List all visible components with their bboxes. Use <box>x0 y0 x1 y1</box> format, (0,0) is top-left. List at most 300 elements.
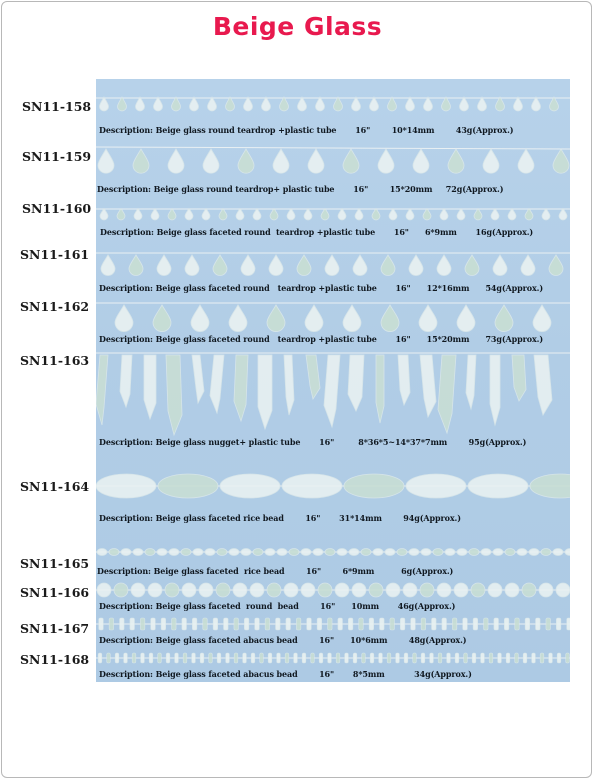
bead-shape <box>483 149 499 173</box>
bead-shape <box>136 97 145 111</box>
bead-shape <box>287 209 295 220</box>
bead-shape <box>157 255 171 276</box>
bead-shape <box>381 255 395 276</box>
bead-shape <box>490 355 500 425</box>
strand-sn11-162 <box>96 297 570 339</box>
bead-shape <box>468 474 528 498</box>
bead-shape <box>238 149 254 173</box>
bead-shape <box>471 583 485 597</box>
bead-shape <box>124 653 128 663</box>
bead-shape <box>457 549 467 556</box>
bead-shape <box>234 355 248 421</box>
bead-shape <box>118 97 127 111</box>
bead-shape <box>98 653 102 663</box>
strand-sn11-165 <box>96 546 570 558</box>
bead-shape <box>97 549 107 556</box>
bead-shape <box>129 255 143 276</box>
bead-shape <box>234 653 238 663</box>
bead-shape <box>514 97 523 111</box>
bead-shape <box>318 583 332 597</box>
bead-shape <box>154 97 163 111</box>
bead-shape <box>199 583 213 597</box>
bead-strand-image <box>96 247 570 283</box>
product-sku: SN11-159 <box>22 149 92 164</box>
bead-shape <box>542 209 550 220</box>
bead-shape <box>478 97 487 111</box>
bead-strand-image <box>96 345 570 441</box>
bead-shape <box>369 583 383 597</box>
bead-shape <box>481 549 491 556</box>
bead-shape <box>96 355 108 425</box>
bead-shape <box>100 97 109 111</box>
bead-shape <box>406 209 414 220</box>
strand-sn11-166 <box>96 581 570 599</box>
bead-shape <box>334 97 343 111</box>
bead-shape <box>493 255 507 276</box>
bead-shape <box>522 583 536 597</box>
bead-shape <box>536 618 541 630</box>
strand-sn11-163 <box>96 345 570 441</box>
bead-shape <box>216 583 230 597</box>
bead-shape <box>523 653 527 663</box>
bead-shape <box>433 549 443 556</box>
bead-shape <box>452 618 457 630</box>
bead-shape <box>455 653 459 663</box>
page-title: Beige Glass <box>212 12 383 41</box>
bead-shape <box>253 209 261 220</box>
bead-shape <box>539 583 553 597</box>
bead-shape <box>236 209 244 220</box>
strand-sn11-164 <box>96 469 570 503</box>
bead-shape <box>337 549 347 556</box>
bead-shape <box>205 549 215 556</box>
product-sku: SN11-165 <box>20 556 90 571</box>
product-description: Description: Beige glass faceted rice bead 16" 6*9mm 6g(Approx.) <box>97 566 454 576</box>
bead-shape <box>267 305 285 332</box>
bead-shape <box>557 653 561 663</box>
product-sku: SN11-158 <box>22 99 92 114</box>
bead-shape <box>306 355 320 399</box>
bead-shape <box>343 305 361 332</box>
bead-shape <box>270 209 278 220</box>
bead-shape <box>406 97 415 111</box>
bead-shape <box>131 583 145 597</box>
bead-shape <box>473 618 478 630</box>
bead-shape <box>388 97 397 111</box>
bead-shape <box>203 149 219 173</box>
bead-shape <box>324 355 340 427</box>
bead-shape <box>348 355 364 411</box>
bead-shape <box>437 583 451 597</box>
bead-shape <box>157 549 167 556</box>
bead-strand-image <box>96 141 570 181</box>
bead-shape <box>406 474 466 498</box>
bead-shape <box>253 549 263 556</box>
bead-strand-image <box>96 616 570 632</box>
bead-shape <box>403 583 417 597</box>
bead-shape <box>280 97 289 111</box>
bead-shape <box>336 653 340 663</box>
bead-shape <box>345 653 349 663</box>
bead-shape <box>98 149 114 173</box>
bead-shape <box>494 618 499 630</box>
bead-shape <box>504 618 509 630</box>
bead-shape <box>423 209 431 220</box>
bead-shape <box>144 355 156 419</box>
bead-shape <box>495 305 513 332</box>
bead-shape <box>525 618 530 630</box>
bead-strand-image <box>96 546 570 558</box>
bead-shape <box>338 209 346 220</box>
bead-shape <box>349 549 359 556</box>
bead-shape <box>491 209 499 220</box>
bead-shape <box>432 618 437 630</box>
bead-shape <box>265 549 275 556</box>
bead-shape <box>265 618 270 630</box>
bead-shape <box>567 618 570 630</box>
bead-shape <box>549 653 553 663</box>
bead-shape <box>518 149 534 173</box>
bead-shape <box>149 653 153 663</box>
bead-shape <box>338 618 343 630</box>
bead-shape <box>172 618 177 630</box>
bead-shape <box>294 653 298 663</box>
strand-sn11-158 <box>96 87 570 117</box>
bead-shape <box>229 549 239 556</box>
bead-shape <box>276 618 281 630</box>
bead-shape <box>488 583 502 597</box>
bead-shape <box>321 209 329 220</box>
bead-shape <box>168 149 184 173</box>
bead-shape <box>219 209 227 220</box>
product-sku: SN11-168 <box>20 652 90 667</box>
bead-strand-image <box>96 651 570 665</box>
bead-shape <box>181 549 191 556</box>
product-sku: SN11-161 <box>20 247 90 262</box>
bead-shape <box>277 549 287 556</box>
bead-shape <box>209 653 213 663</box>
strand-sn11-168 <box>96 651 570 665</box>
bead-shape <box>109 549 119 556</box>
bead-shape <box>529 549 539 556</box>
strand-sn11-159 <box>96 141 570 181</box>
product-description: Description: Beige glass round teardrop+ plastic tube 16" 15*20mm 72g(Approx.) <box>97 184 504 194</box>
bead-shape <box>457 305 475 332</box>
bead-shape <box>359 618 364 630</box>
bead-shape <box>437 255 451 276</box>
bead-shape <box>169 549 179 556</box>
bead-shape <box>96 474 156 498</box>
bead-shape <box>296 618 301 630</box>
bead-shape <box>530 474 570 498</box>
bead-shape <box>182 618 187 630</box>
bead-shape <box>493 549 503 556</box>
bead-shape <box>505 549 515 556</box>
bead-shape <box>213 618 218 630</box>
bead-shape <box>241 255 255 276</box>
bead-shape <box>421 653 425 663</box>
bead-shape <box>553 149 569 173</box>
bead-shape <box>233 583 247 597</box>
bead-shape <box>183 653 187 663</box>
bead-shape <box>532 97 541 111</box>
bead-shape <box>389 209 397 220</box>
bead-shape <box>409 549 419 556</box>
bead-shape <box>343 149 359 173</box>
bead-shape <box>175 653 179 663</box>
bead-shape <box>267 583 281 597</box>
bead-shape <box>387 653 391 663</box>
bead-shape <box>465 255 479 276</box>
bead-shape <box>556 583 570 597</box>
product-description: Description: Beige glass faceted abacus bead 16" 10*6mm 48g(Approx.) <box>99 635 467 645</box>
product-sku: SN11-164 <box>20 479 90 494</box>
bead-shape <box>489 653 493 663</box>
bead-shape <box>378 149 394 173</box>
bead-shape <box>376 355 384 423</box>
bead-shape <box>517 549 527 556</box>
bead-shape <box>301 549 311 556</box>
bead-shape <box>556 618 561 630</box>
bead-shape <box>438 355 456 433</box>
bead-shape <box>145 549 155 556</box>
bead-strand-image <box>96 581 570 599</box>
product-description: Description: Beige glass faceted round bead 16" 10mm 46g(Approx.) <box>99 601 456 611</box>
bead-shape <box>224 618 229 630</box>
product-description: Description: Beige glass faceted rice bead 16" 31*14mm 94g(Approx.) <box>99 513 461 523</box>
product-description: Description: Beige glass round teardrop +plastic tube 16" 10*14mm 43g(Approx.) <box>99 125 514 135</box>
bead-shape <box>99 618 104 630</box>
bead-shape <box>421 549 431 556</box>
bead-shape <box>438 653 442 663</box>
bead-shape <box>151 209 159 220</box>
bead-shape <box>457 209 465 220</box>
bead-shape <box>420 355 436 417</box>
bead-shape <box>484 618 489 630</box>
bead-shape <box>251 653 255 663</box>
bead-shape <box>380 618 385 630</box>
bead-shape <box>370 653 374 663</box>
product-description: Description: Beige glass faceted abacus bead 16" 8*5mm 34g(Approx.) <box>99 669 472 679</box>
bead-shape <box>409 255 423 276</box>
bead-shape <box>532 653 536 663</box>
bead-shape <box>515 618 520 630</box>
bead-shape <box>445 549 455 556</box>
bead-shape <box>335 583 349 597</box>
bead-shape <box>161 618 166 630</box>
bead-shape <box>448 149 464 173</box>
bead-shape <box>130 618 135 630</box>
bead-shape <box>273 149 289 173</box>
bead-shape <box>419 305 437 332</box>
bead-shape <box>140 618 145 630</box>
bead-shape <box>540 653 544 663</box>
bead-shape <box>114 583 128 597</box>
bead-shape <box>352 583 366 597</box>
bead-shape <box>313 549 323 556</box>
bead-strand-image <box>96 201 570 225</box>
bead-shape <box>258 355 272 429</box>
bead-strand-image <box>96 87 570 117</box>
bead-shape <box>132 653 136 663</box>
bead-shape <box>534 355 552 415</box>
bead-shape <box>512 355 526 401</box>
bead-shape <box>97 583 111 597</box>
bead-shape <box>166 355 182 435</box>
bead-shape <box>370 97 379 111</box>
bead-shape <box>304 209 312 220</box>
bead-shape <box>353 653 357 663</box>
bead-shape <box>430 653 434 663</box>
bead-shape <box>226 653 230 663</box>
bead-shape <box>277 653 281 663</box>
bead-shape <box>496 97 505 111</box>
bead-shape <box>166 653 170 663</box>
bead-shape <box>316 97 325 111</box>
bead-shape <box>398 355 410 405</box>
bead-shape <box>185 209 193 220</box>
product-description: Description: Beige glass faceted round teardrop +plastic tube 16" 6*9mm 16g(Approx.) <box>100 227 534 237</box>
bead-shape <box>241 549 251 556</box>
bead-shape <box>284 355 294 415</box>
bead-shape <box>243 653 247 663</box>
bead-shape <box>148 583 162 597</box>
bead-shape <box>466 355 476 409</box>
bead-shape <box>307 618 312 630</box>
bead-shape <box>379 653 383 663</box>
bead-shape <box>454 583 468 597</box>
bead-shape <box>220 474 280 498</box>
bead-shape <box>229 305 247 332</box>
bead-shape <box>192 355 204 403</box>
bead-shape <box>361 549 371 556</box>
bead-shape <box>355 209 363 220</box>
bead-shape <box>208 97 217 111</box>
bead-shape <box>153 305 171 332</box>
bead-shape <box>158 653 162 663</box>
bead-shape <box>134 209 142 220</box>
bead-shape <box>115 653 119 663</box>
bead-shape <box>373 549 383 556</box>
bead-shape <box>521 255 535 276</box>
bead-shape <box>107 653 111 663</box>
bead-shape <box>325 255 339 276</box>
product-description: Description: Beige glass nugget+ plastic tube 16" 8*36*5~14*37*7mm 95g(Approx.) <box>99 437 527 447</box>
bead-shape <box>533 305 551 332</box>
bead-shape <box>120 355 132 407</box>
bead-shape <box>541 549 551 556</box>
bead-shape <box>549 255 563 276</box>
bead-shape <box>362 653 366 663</box>
bead-shape <box>372 209 380 220</box>
bead-shape <box>352 97 361 111</box>
bead-shape <box>158 474 218 498</box>
bead-shape <box>217 653 221 663</box>
bead-shape <box>302 653 306 663</box>
bead-shape <box>250 583 264 597</box>
bead-shape <box>505 583 519 597</box>
bead-shape <box>289 549 299 556</box>
bead-shape <box>202 209 210 220</box>
bead-shape <box>191 305 209 332</box>
bead-shape <box>386 583 400 597</box>
bead-shape <box>298 97 307 111</box>
bead-shape <box>420 583 434 597</box>
bead-shape <box>305 305 323 332</box>
bead-shape <box>319 653 323 663</box>
bead-shape <box>317 618 322 630</box>
bead-shape <box>411 618 416 630</box>
bead-shape <box>566 653 570 663</box>
bead-shape <box>226 97 235 111</box>
bead-strand-image <box>96 469 570 503</box>
bead-shape <box>474 209 482 220</box>
bead-shape <box>424 97 433 111</box>
bead-shape <box>325 549 335 556</box>
bead-shape <box>506 653 510 663</box>
bead-shape <box>192 653 196 663</box>
bead-shape <box>353 255 367 276</box>
product-description: Description: Beige glass faceted round teardrop +plastic tube 16" 12*16mm 54g(Approx.) <box>99 283 544 293</box>
bead-shape <box>404 653 408 663</box>
bead-shape <box>328 618 333 630</box>
bead-shape <box>472 653 476 663</box>
bead-shape <box>100 209 108 220</box>
strand-sn11-160 <box>96 201 570 225</box>
strand-sn11-161 <box>96 247 570 283</box>
bead-shape <box>481 653 485 663</box>
bead-shape <box>413 149 429 173</box>
bead-shape <box>469 549 479 556</box>
product-sku: SN11-163 <box>20 353 90 368</box>
bead-shape <box>117 209 125 220</box>
bead-shape <box>301 583 315 597</box>
bead-shape <box>213 255 227 276</box>
bead-shape <box>421 618 426 630</box>
product-photo <box>96 79 570 682</box>
bead-shape <box>115 305 133 332</box>
bead-shape <box>260 653 264 663</box>
bead-shape <box>234 618 239 630</box>
bead-shape <box>396 653 400 663</box>
bead-shape <box>133 149 149 173</box>
bead-shape <box>244 97 253 111</box>
bead-shape <box>268 653 272 663</box>
bead-shape <box>525 209 533 220</box>
bead-shape <box>369 618 374 630</box>
product-sku: SN11-167 <box>20 621 90 636</box>
bead-shape <box>193 549 203 556</box>
bead-shape <box>203 618 208 630</box>
bead-strand-image <box>96 297 570 339</box>
bead-shape <box>120 618 125 630</box>
product-sku: SN11-160 <box>22 201 92 216</box>
product-sku: SN11-162 <box>20 299 90 314</box>
bead-shape <box>311 653 315 663</box>
bead-shape <box>381 305 399 332</box>
bead-shape <box>447 653 451 663</box>
bead-shape <box>151 618 156 630</box>
bead-shape <box>101 255 115 276</box>
bead-shape <box>559 209 567 220</box>
bead-shape <box>413 653 417 663</box>
product-description: Description: Beige glass faceted round teardrop +plastic tube 16" 15*20mm 73g(Approx.) <box>99 334 544 344</box>
bead-shape <box>464 653 468 663</box>
bead-shape <box>185 255 199 276</box>
bead-shape <box>442 618 447 630</box>
bead-shape <box>141 653 145 663</box>
bead-shape <box>121 549 131 556</box>
